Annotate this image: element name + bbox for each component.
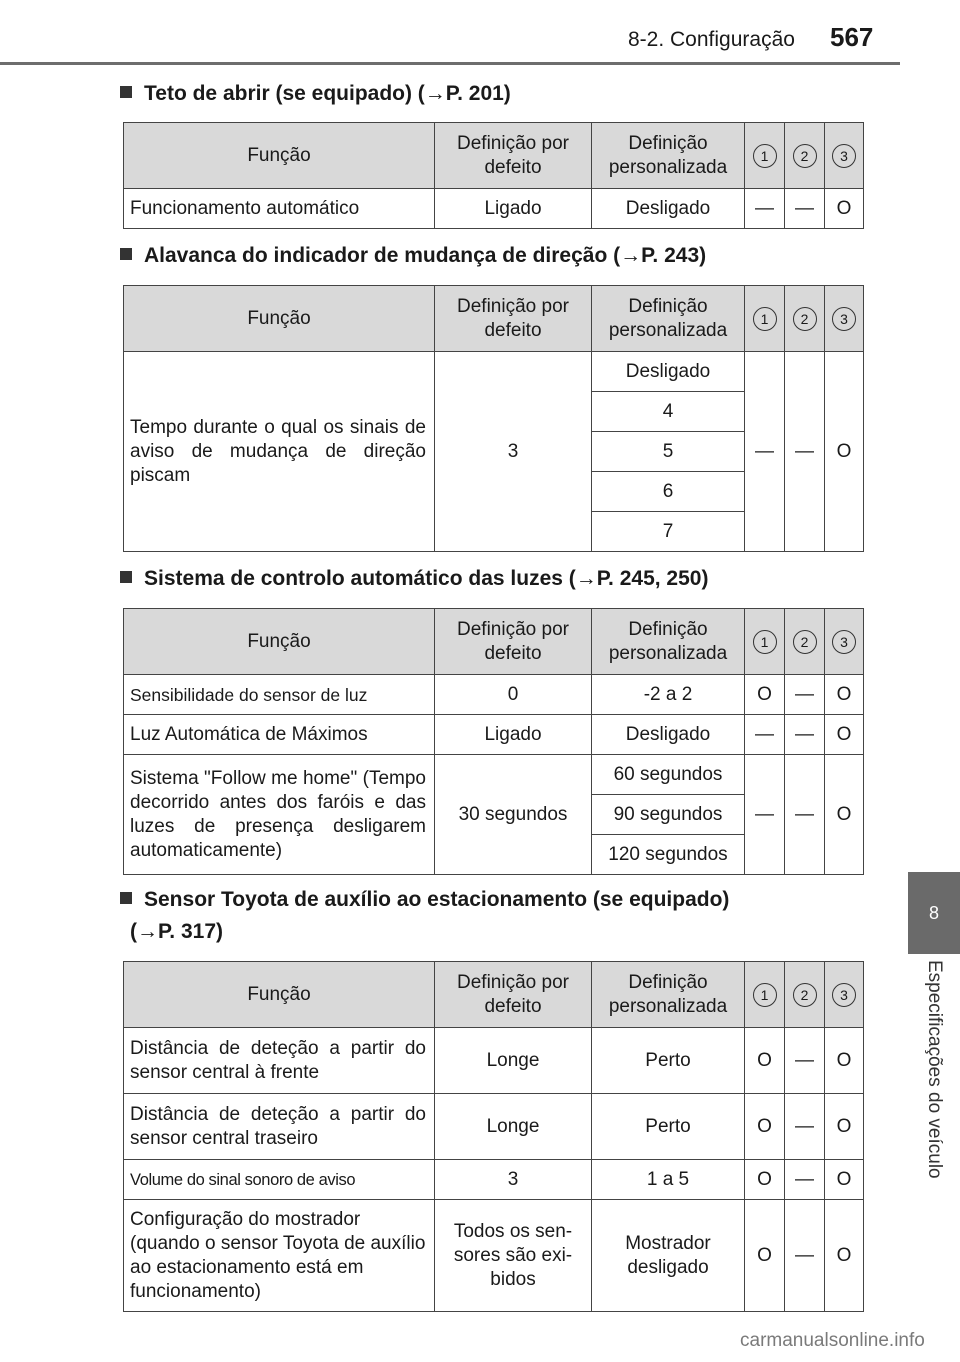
col-header-default: Definição por defeito: [435, 123, 592, 189]
table-auto-lights: [123, 608, 864, 875]
table-header-row: Função Definição por defeito Definição personalizada 1 2 3: [124, 609, 864, 675]
circle-2-icon: 2: [793, 630, 817, 654]
table-row: 90 segundos: [124, 795, 864, 835]
table-row: 5: [124, 432, 864, 472]
chapter-label: Especificações do veículo: [924, 960, 945, 1179]
circle-2-icon: 2: [793, 144, 817, 168]
table-row: 4: [124, 392, 864, 432]
table-row: Sensibilidade do sensor de luz 0 -2 a 2 O — O: [124, 675, 864, 715]
section-heading-sunroof: Teto de abrir (se equipado) (→P. 201): [120, 78, 862, 110]
col-header-function: Função: [124, 123, 435, 189]
table-row: 6: [124, 472, 864, 512]
col-header-custom: Definição personalizada: [592, 123, 745, 189]
chapter-tab[interactable]: [908, 872, 960, 954]
table-row: 7: [124, 512, 864, 552]
circle-3-icon: 3: [832, 983, 856, 1007]
bullet-square-icon: [120, 248, 132, 260]
table-row: 120 segundos: [124, 835, 864, 875]
circle-2-icon: 2: [793, 983, 817, 1007]
table-row: Volume do sinal sonoro de aviso 3 1 a 5 O — O: [124, 1160, 864, 1200]
section-heading-auto-lights: Sistema de controlo automático das luzes (→P. 245, 250): [120, 563, 862, 595]
circle-2-icon: 2: [793, 307, 817, 331]
section-heading-turn-signal: Alavanca do indicador de mudança de direção (→P. 243): [120, 240, 862, 272]
table-parking-sensor: [123, 961, 864, 1312]
table-row: Distância de deteção a partir do sensor central à frente Longe Perto O — O: [124, 1028, 864, 1094]
circle-3-icon: 3: [832, 144, 856, 168]
header-rule: [0, 62, 900, 65]
bullet-square-icon: [120, 571, 132, 583]
circle-3-icon: 3: [832, 307, 856, 331]
circle-3-icon: 3: [832, 630, 856, 654]
table-row: Tempo durante o qual os sinais de aviso de mudança de direção piscam 3 Desligado — — O: [124, 352, 864, 392]
table-header-row: Função Definição por defeito Definição personalizada 1 2 3: [124, 962, 864, 1028]
section-title: 8-2. Configuração: [628, 28, 795, 51]
circle-1-icon: 1: [753, 983, 777, 1007]
circle-1-icon: 1: [753, 144, 777, 168]
table-row: Sistema "Follow me home" (Tempo decorrido antes dos faróis e das luzes de presença desligarem automaticamente) 30 segundos 60 segundos — — O: [124, 755, 864, 795]
bullet-square-icon: [120, 892, 132, 904]
table-row: Funcionamento automático Ligado Desligado — — O: [124, 189, 864, 229]
circle-1-icon: 1: [753, 630, 777, 654]
table-sunroof: [123, 122, 864, 229]
watermark: carmanualsonline.info: [740, 1330, 925, 1351]
table-row: Distância de deteção a partir do sensor central traseiro Longe Perto O — O: [124, 1094, 864, 1160]
table-row: Configuração do mostrador (quando o sensor Toyota de auxílio ao estacionamento está em funcionamento) Todos os sen-sores são exi-bidos Mostrador desligado O — O: [124, 1200, 864, 1312]
page-number: 567: [830, 22, 874, 52]
circle-1-icon: 1: [753, 307, 777, 331]
table-turn-signal: [123, 285, 864, 552]
table-header-row: [124, 123, 864, 189]
bullet-square-icon: [120, 86, 132, 98]
table-row: Luz Automática de Máximos Ligado Desligado — — O: [124, 715, 864, 755]
table-header-row: Função Definição por defeito Definição personalizada 1 2 3: [124, 286, 864, 352]
chapter-number: 8: [928, 902, 939, 923]
section-heading-parking-sensor: Sensor Toyota de auxílio ao estacionamento (se equipado) (→P. 317): [120, 884, 862, 948]
